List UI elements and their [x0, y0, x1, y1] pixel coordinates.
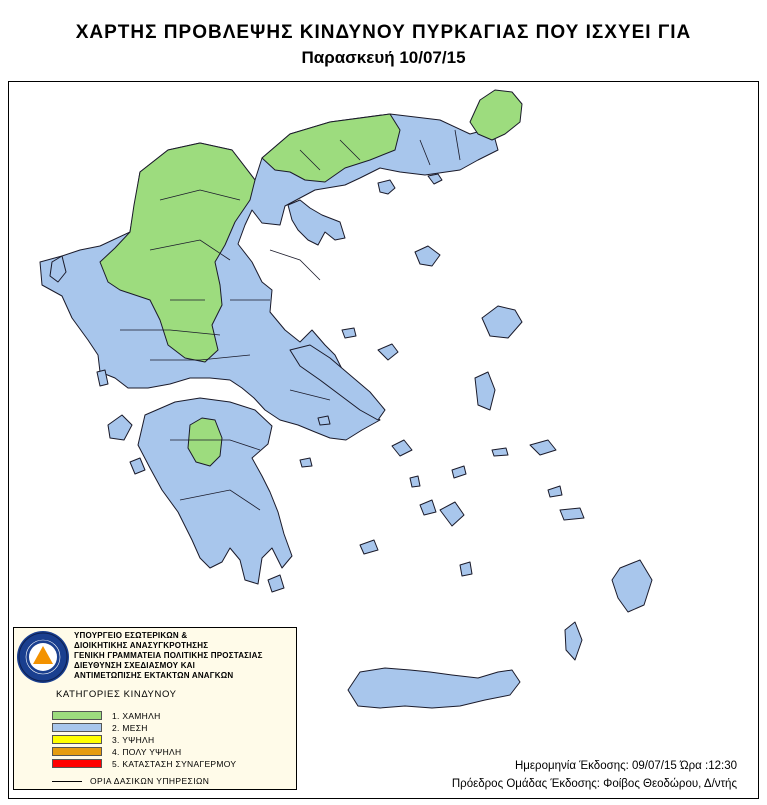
island-lesvos	[482, 306, 522, 338]
legend-item-very-high	[52, 746, 181, 757]
org-line: ΔΙΕΥΘΥΝΣΗ ΣΧΕΔΙΑΣΜΟΥ ΚΑΙ	[74, 661, 196, 670]
org-line: ΔΙΟΙΚΗΤΙΚΗΣ ΑΝΑΣΥΓΚΡΟΤΗΣΗΣ	[74, 641, 209, 650]
issue-date: Ημερομηνία Έκδοσης: 09/07/15 Ώρα :12:30	[515, 760, 737, 772]
swatch-alarm	[52, 759, 102, 768]
legend-panel	[13, 627, 297, 790]
island-kos	[560, 508, 584, 520]
island-syros	[410, 476, 420, 487]
island-crete	[348, 668, 520, 708]
island-santorini	[460, 562, 472, 576]
legend-label: 1. ΧΑΜΗΛΗ	[112, 710, 161, 721]
island-salamina	[318, 416, 330, 425]
org-line: ΑΝΤΙΜΕΤΩΠΙΣΗΣ ΕΚΤΑΚΤΩΝ ΑΝΑΓΚΩΝ	[74, 671, 234, 680]
boundary-line-swatch	[52, 781, 82, 782]
map-title: ΧΑΡΤΗΣ ΠΡΟΒΛΕΨΗΣ ΚΙΝΔΥΝΟΥ ΠΥΡΚΑΓΙΑΣ ΠΟΥ ΙΣΧΥΕΙ ΓΙΑ	[75, 22, 692, 43]
island-mykonos	[452, 466, 466, 478]
legend-item-medium	[52, 722, 148, 733]
region-chalkidiki	[288, 200, 345, 245]
island-kalymnos	[548, 486, 562, 497]
civil-protection-logo	[17, 631, 69, 683]
island-skyros	[378, 344, 398, 360]
legend-label: 5. ΚΑΤΑΣΤΑΣΗ ΣΥΝΑΓΕΡΜΟΥ	[112, 758, 237, 769]
island-milos	[360, 540, 378, 554]
island-thasos	[378, 180, 395, 194]
island-zakynthos	[130, 458, 145, 474]
header	[0, 0, 767, 68]
swatch-very-high	[52, 747, 102, 756]
island-andros	[392, 440, 412, 456]
island-kythira	[268, 575, 284, 592]
legend-item-alarm	[52, 758, 236, 769]
island-ikaria	[492, 448, 508, 456]
categories-title: ΚΑΤΗΓΟΡΙΕΣ ΚΙΝΔΥΝΟΥ	[56, 689, 177, 700]
org-text	[74, 631, 263, 681]
swatch-low	[52, 711, 102, 720]
region-evros-low	[470, 90, 522, 140]
issuer: Πρόεδρος Ομάδας Έκδοσης: Φοίβος Θεοδώρου, Δ/ντής	[451, 778, 737, 790]
island-kefalonia	[108, 415, 132, 440]
island-chios	[475, 372, 495, 410]
org-line: ΥΠΟΥΡΓΕΙΟ ΕΣΩΤΕΡΙΚΩΝ &	[74, 631, 188, 640]
island-aegina	[300, 458, 312, 467]
island-karpathos	[565, 622, 582, 660]
legend-item-low	[52, 710, 161, 721]
boundary-label: ΟΡΙΑ ΔΑΣΙΚΩΝ ΥΠΗΡΕΣΙΩΝ	[90, 776, 210, 786]
swatch-high	[52, 735, 102, 744]
legend-label: 3. ΥΨΗΛΗ	[112, 734, 155, 745]
island-skiathos	[342, 328, 356, 338]
map-date-subtitle: Παρασκευή 10/07/15	[301, 48, 466, 67]
island-naxos	[440, 502, 464, 526]
island-samos	[530, 440, 556, 455]
island-paros	[420, 500, 436, 515]
legend-boundary-key	[52, 776, 209, 786]
legend-item-high	[52, 734, 154, 745]
swatch-medium	[52, 723, 102, 732]
org-line: ΓΕΝΙΚΗ ΓΡΑΜΜΑΤΕΙΑ ΠΟΛΙΤΙΚΗΣ ΠΡΟΣΤΑΣΙΑΣ	[74, 651, 263, 660]
island-limnos	[415, 246, 440, 266]
island-rhodes	[612, 560, 652, 612]
legend-label: 2. ΜΕΣΗ	[112, 722, 148, 733]
island-samothraki	[428, 174, 442, 184]
legend-label: 4. ΠΟΛΥ ΥΨΗΛΗ	[112, 746, 182, 757]
